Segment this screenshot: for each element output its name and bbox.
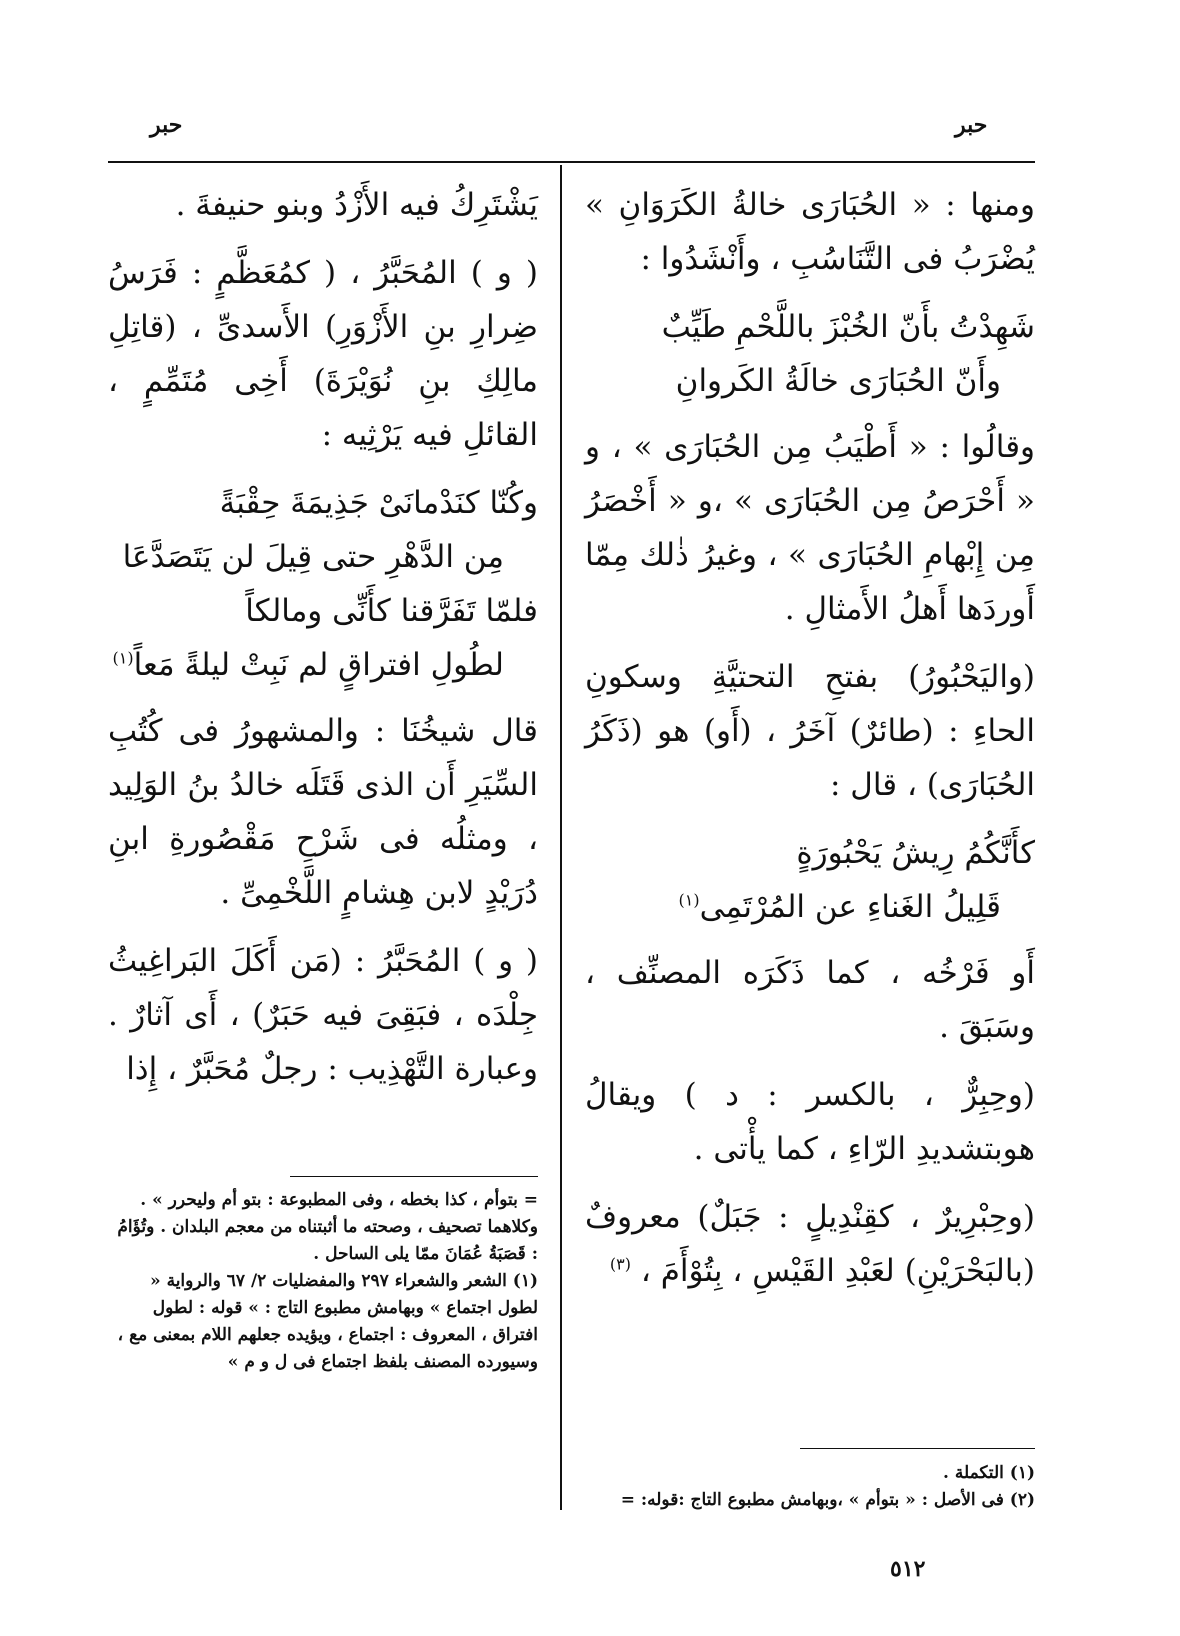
verse-hemistich [585, 880, 1035, 934]
paragraph: قال شيخُنَا : والمشهورُ فى كُتُبِ السِّيَرِ أَن الذى قَتَلَه خالدُ بنُ الوَلِيد ، ومثلُه فى شَرْحِ مَقْصُورةِ ابنِ دُرَيْدٍ لابن هِشامٍ اللَّخْمِىِّ . [108, 713, 538, 911]
verse-hemistich [108, 638, 538, 692]
left-column [108, 178, 538, 1110]
footnote: = بتوأم ، كذا بخطه ، وفى المطبوعة : بتو أم وليحرر » . وكلاهما تصحيف ، وصحته ما أثبتناه من معجم البلدان . وتُؤَامُ : قَصَبَةُ عُمَانَ ممّا يلى الساحل . [117, 1190, 538, 1264]
verse-hemistich: شَهِدْتُ بأَنّ الخُبْزَ باللَّحْمِ طَيِّبٌ [661, 309, 1035, 345]
paragraph: ومنها : « الحُبَارَى خالةُ الكَرَوَانِ » يُضْرَبُ فى التَّنَاسُبِ ، وأَنْشَدُوا : [585, 187, 1035, 277]
paragraph: وقالُوا : « أَطْيَبُ مِن الحُبَارَى » ، و « أَحْرَصُ مِن الحُبَارَى » ،و « أَخْصَرُ مِن إِبْهامِ الحُبَارَى » ، وغيرُ ذٰلك مِمّا أَوردَها أَهلُ الأَمثالِ . [585, 429, 1035, 627]
right-footnotes [585, 1460, 1035, 1514]
verse-text: لطُولِ افتراقٍ لم نَبِتْ ليلةً مَعاً [133, 647, 504, 683]
verse-hemistich: وكُنّا كنَدْمانَىْ جَذِيمَةَ حِقْبَةً [219, 485, 538, 521]
footnote-marker: (٣) [609, 1254, 631, 1274]
footnote: (٢) فى الأصل : « بتوأم » ،وبهامش مطبوع التاج :قوله: = [620, 1490, 1035, 1510]
paragraph [585, 1190, 1035, 1298]
verse-text: قَلِيلُ الغَناءِ عن المُرْتَمِى [699, 889, 1001, 925]
footnote-marker: (١) [112, 648, 134, 668]
footnote-rule [290, 1176, 538, 1177]
column-divider [560, 165, 562, 1510]
verse-hemistich: وأَنّ الحُبَارَى خالَةُ الكَروانِ [675, 363, 1001, 399]
verse [585, 300, 1035, 408]
header-rule [108, 161, 1035, 163]
verse [585, 826, 1035, 934]
page-number: ٥١٢ [890, 1556, 926, 1582]
paragraph: يَشْتَرِكُ فيه الأَزْدُ وبنو حنيفةَ . [175, 187, 538, 223]
footnote: (١) الشعر والشعراء ٢٩٧ والمفضليات ٢/ ٦٧ والرواية « لطول اجتماع » وبهامش مطبوع التاج : » قوله : لطول افتراق ، المعروف : اجتماع ، ويؤيده جعلهم اللام بمعنى مع ، وسيورده المصنف بلفظ اجتماع فى ل و م » [117, 1271, 538, 1372]
paragraph: أَو فَرْخُه ، كما ذَكَرَه المصنِّف ، وسَبَقَ . [585, 955, 1035, 1045]
running-head-left: حبر [150, 112, 183, 138]
paragraph-text: (وحِبْرِيرٌ ، كقِنْدِيلٍ : جَبَلٌ) معروفٌ (بالبَحْرَيْنِ) لعَبْدِ القَيْسِ ، بِتُوْأَمَ ، [585, 1199, 1035, 1289]
footnote-rule [800, 1448, 1035, 1449]
paragraph: (وحِبِرٌّ ، بالكسر : د ) ويقالُ هوبتشديدِ الرّاءِ ، كما يأْتى . [585, 1077, 1035, 1167]
footnote-marker: (١) [678, 890, 700, 910]
right-column [585, 178, 1035, 1312]
verse [108, 476, 538, 692]
verse-hemistich: فلمّا تَفَرَّقنا كأَنِّى ومالكاً [245, 593, 538, 629]
footnote: (١) التكملة . [943, 1463, 1035, 1483]
left-footnotes [108, 1187, 538, 1376]
running-head-right: حبر [955, 112, 988, 138]
paragraph: ( و ) المُحَبَّرُ : (مَن أَكَلَ البَراغِيثُ جِلْدَه ، فبَقِىَ فيه حَبَرٌ) ، أَى آثارٌ . وعبارة التَّهْذِيب : رجلٌ مُحَبَّرٌ ، إِذا [108, 943, 538, 1087]
verse-hemistich: كأَنَّكُمُ رِيشُ يَحْبُورَةٍ [796, 835, 1035, 871]
paragraph: (واليَحْبُورُ) بفتحِ التحتيَّةِ وسكونِ الحاءِ : (طائرٌ) آخَرُ ، (أَو) هو (ذَكَرُ الحُبَارَى) ، قال : [585, 659, 1035, 803]
paragraph: ( و ) المُحَبَّرُ ، ( كمُعَظَّمٍ : فَرَسُ ضِرارِ بنِ الأَزْوَرِ) الأَسدىِّ ، (قاتِلِ مالِكِ بنِ نُوَيْرَةَ) أَخِى مُتَمِّمٍ ، القائلِ فيه يَرْثِيه : [108, 255, 538, 453]
verse-hemistich: مِن الدَّهْرِ حتى قِيلَ لن يَتَصَدَّعَا [122, 539, 504, 575]
